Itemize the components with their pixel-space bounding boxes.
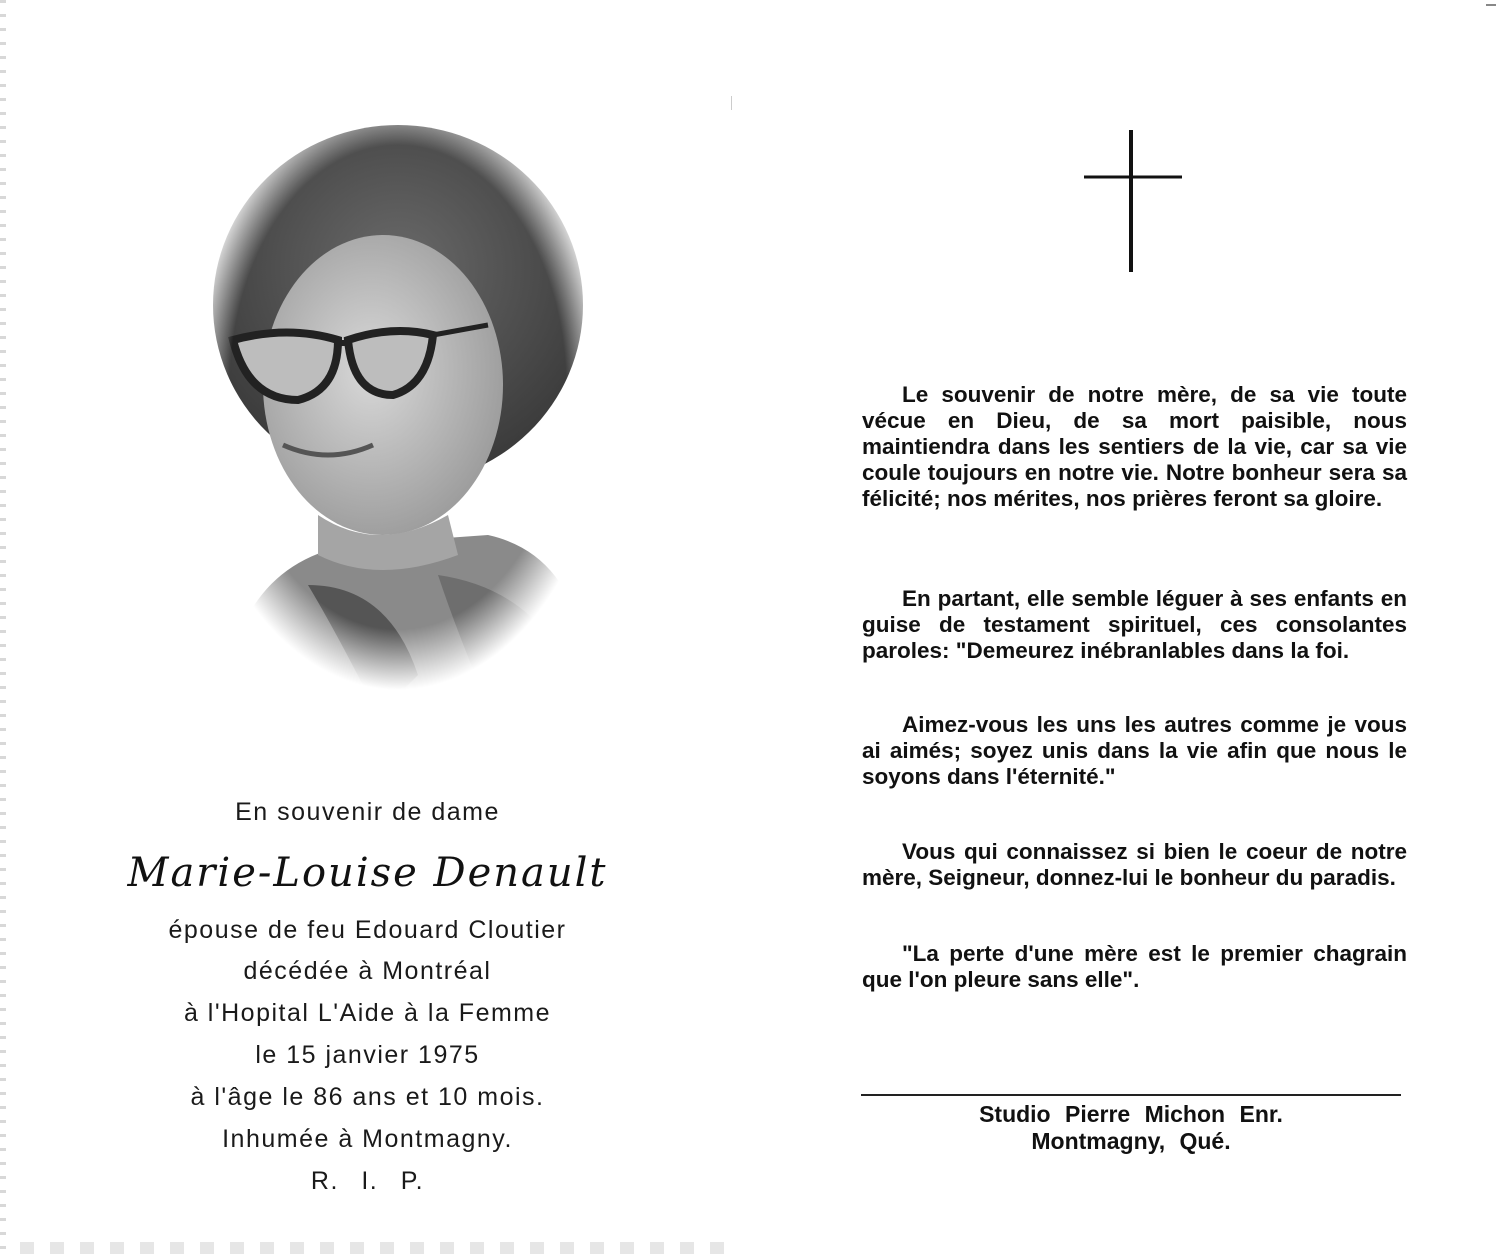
age-line: à l'âge le 86 ans et 10 mois. [190, 1083, 545, 1111]
paragraph-3 [862, 712, 1407, 790]
paragraph-1-text: Le souvenir de notre mère, de sa vie toute vécue en Dieu, de sa mort paisible, nous maintiendra dans les sentiers de la vie, car sa vie coule toujours en notre vie. Notre bonheur sera sa félicité; nos mérites, nos prières feront sa gloire. [862, 382, 1407, 511]
studio-name: Studio Pierre Michon Enr. [979, 1101, 1283, 1127]
left-panel [0, 0, 735, 1254]
rip-text: R. I. P. [310, 1167, 425, 1195]
paragraph-2-text: En partant, elle semble léguer à ses enfants en guise de testament spirituel, ces consolantes paroles: "Demeurez inébranlables dans la foi. [862, 586, 1407, 663]
paragraph-2 [862, 586, 1407, 664]
hospital-line: à l'Hopital L'Aide à la Femme [183, 999, 552, 1027]
fold-mark [731, 96, 732, 110]
cross-icon [1084, 130, 1182, 272]
portrait-photo [188, 115, 608, 720]
intro-text: En souvenir de dame [235, 798, 500, 826]
paragraph-5 [862, 941, 1407, 993]
burial-line: Inhumée à Montmagny. [222, 1125, 513, 1153]
paragraph-3-text: Aimez-vous les uns les autres comme je vous ai aimés; soyez unis dans la vie afin que nous le soyons dans l'éternité." [862, 712, 1407, 789]
paragraph-4-text: Vous qui connaissez si bien le coeur de notre mère, Seigneur, donnez-lui le bonheur du paradis. [862, 839, 1407, 890]
death-date-line: le 15 janvier 1975 [255, 1041, 480, 1069]
bottom-scan-edge [20, 1242, 740, 1254]
deceased-name: Marie-Louise Denault [127, 850, 608, 896]
studio-location: Montmagny, Qué. [1031, 1128, 1231, 1154]
paragraph-1 [862, 382, 1407, 512]
death-place-line: décédée à Montréal [243, 957, 492, 985]
paragraph-5-text: "La perte d'une mère est le premier chagrain que l'on pleure sans elle". [862, 941, 1407, 992]
spouse-line: épouse de feu Edouard Cloutier [168, 916, 567, 944]
paragraph-4 [862, 839, 1407, 891]
corner-mark [1486, 4, 1496, 6]
studio-divider [861, 1094, 1401, 1096]
